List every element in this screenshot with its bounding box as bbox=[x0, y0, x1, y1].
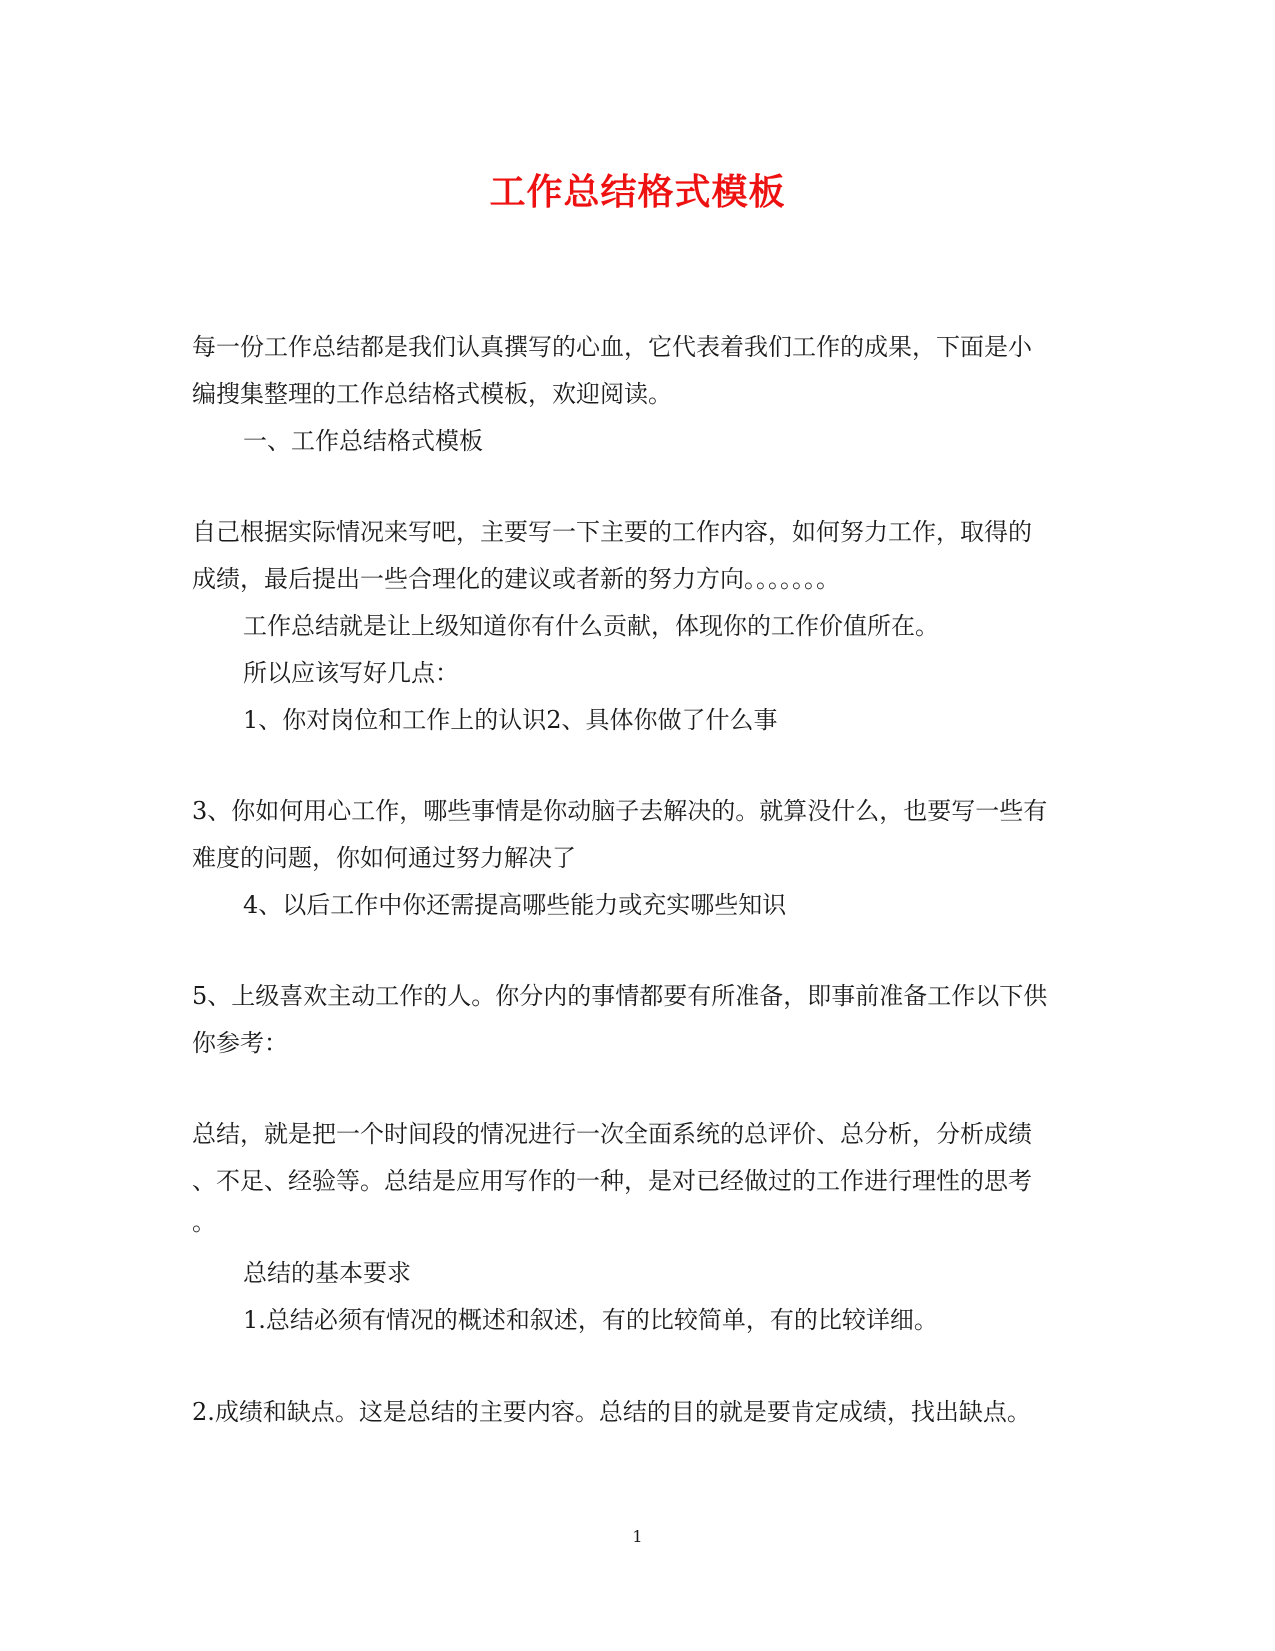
section-heading: 总结的基本要求 bbox=[243, 1259, 411, 1287]
page-number: 1 bbox=[632, 1527, 643, 1546]
paragraph-line: 工作总结就是让上级知道你有什么贡献，体现你的工作价值所在。 bbox=[243, 612, 939, 640]
paragraph-line: 成绩，最后提出一些合理化的建议或者新的努力方向。。。。。。。 bbox=[192, 565, 840, 593]
list-item: 5、上级喜欢主动工作的人。你分内的事情都要有所准备，即事前准备工作以下供 bbox=[192, 982, 1048, 1010]
paragraph-line: 你参考： bbox=[192, 1029, 288, 1057]
list-item: 1.总结必须有情况的概述和叙述，有的比较简单，有的比较详细。 bbox=[243, 1306, 938, 1334]
list-item: 4、以后工作中你还需提高哪些能力或充实哪些知识 bbox=[243, 891, 787, 919]
paragraph-line: 、不足、经验等。总结是应用写作的一种，是对已经做过的工作进行理性的思考 bbox=[192, 1167, 1032, 1195]
paragraph-line: 自己根据实际情况来写吧，主要写一下主要的工作内容，如何努力工作，取得的 bbox=[192, 518, 1032, 546]
list-item: 1、你对岗位和工作上的认识2、具体你做了什么事 bbox=[243, 706, 778, 734]
paragraph-line: 难度的问题，你如何通过努力解决了 bbox=[192, 844, 576, 872]
section-heading: 一、工作总结格式模板 bbox=[243, 427, 483, 455]
list-item: 3、你如何用心工作，哪些事情是你动脑子去解决的。就算没什么，也要写一些有 bbox=[192, 797, 1048, 825]
paragraph-line: 每一份工作总结都是我们认真撰写的心血，它代表着我们工作的成果，下面是小 bbox=[192, 333, 1032, 361]
list-item: 2.成绩和缺点。这是总结的主要内容。总结的目的就是要肯定成绩，找出缺点。 bbox=[192, 1398, 1031, 1426]
document-title: 工作总结格式模板 bbox=[489, 171, 786, 213]
paragraph-line: 所以应该写好几点： bbox=[243, 659, 459, 687]
paragraph-line: 编搜集整理的工作总结格式模板，欢迎阅读。 bbox=[192, 380, 672, 408]
paragraph-line: 。 bbox=[192, 1208, 216, 1236]
paragraph-line: 总结，就是把一个时间段的情况进行一次全面系统的总评价、总分析，分析成绩 bbox=[192, 1120, 1032, 1148]
